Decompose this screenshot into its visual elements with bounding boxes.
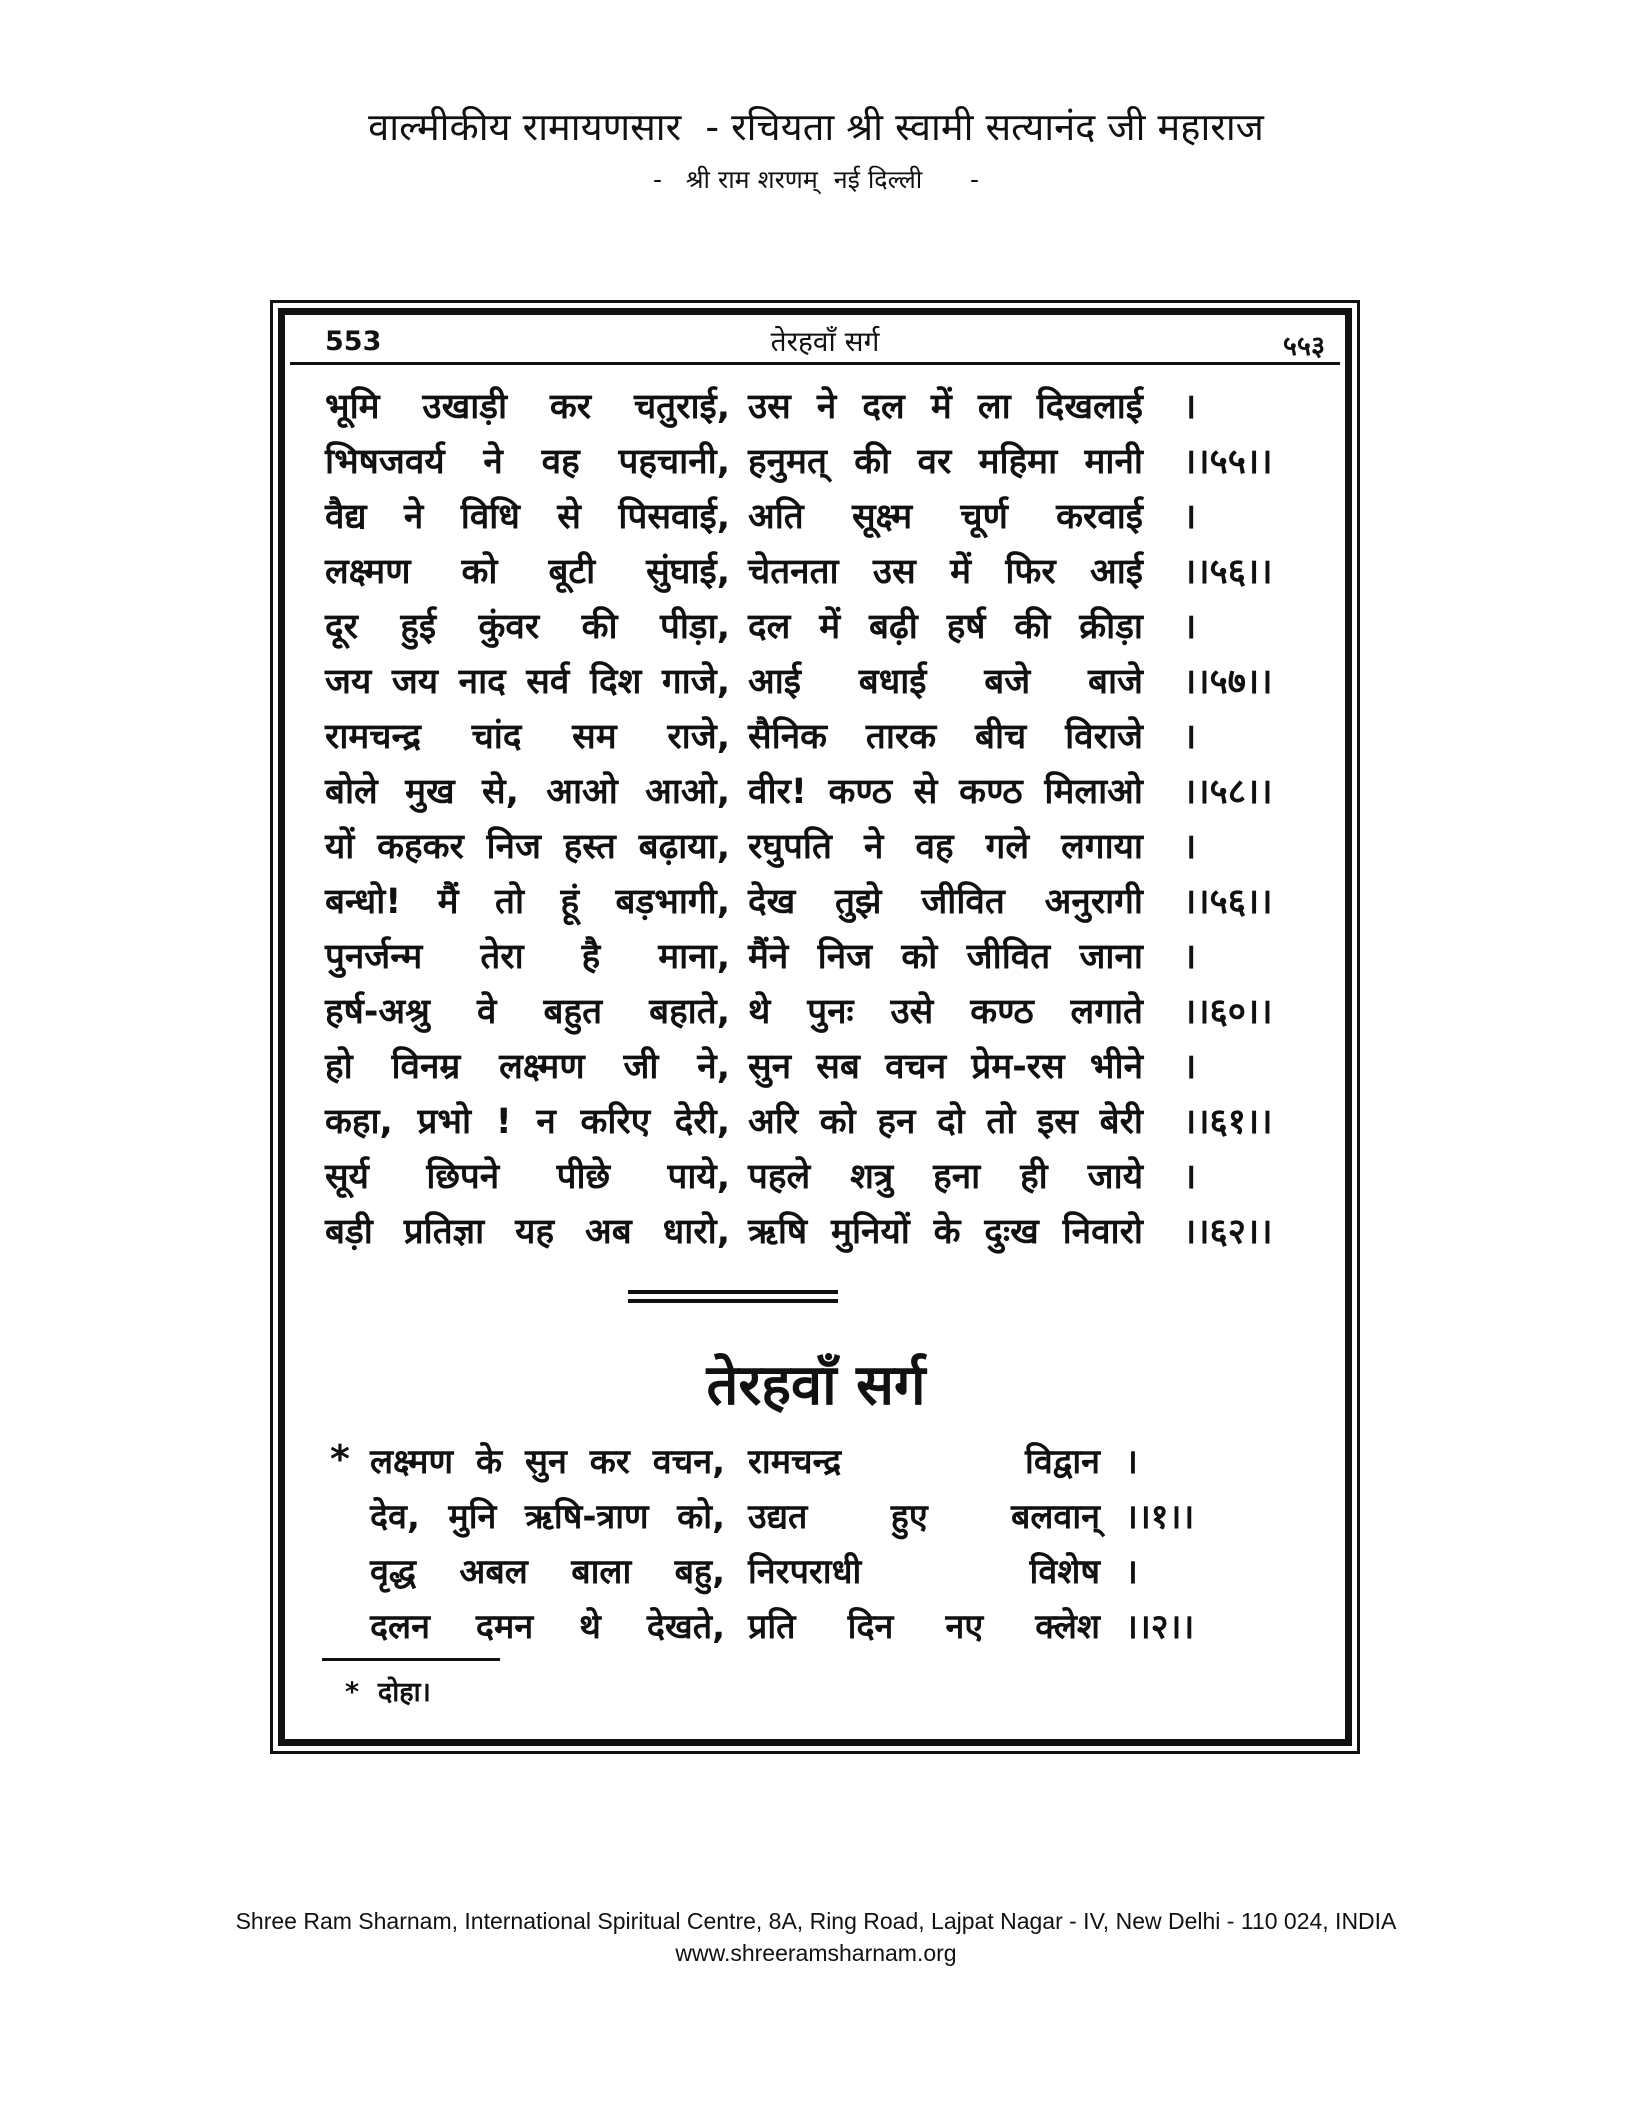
doha-second-half: रामचन्द्र विद्वान — [748, 1442, 1100, 1482]
verse-second-half: उस ने दल में ला दिखलाई — [748, 387, 1143, 427]
verse-end-mark: ।।६२।। — [1183, 1212, 1273, 1252]
doha-first-half: वृद्ध अबल बाला बहु, — [370, 1552, 725, 1592]
verse-first-half: भिषजवर्य ने वह पहचानी, — [325, 442, 730, 482]
verse-first-half: लक्ष्मण को बूटी सुंघाई, — [325, 552, 730, 592]
doha-second-half: उद्यत हुए बलवान् — [748, 1497, 1100, 1537]
verse-second-half: सुन सब वचन प्रेम-रस भीने — [748, 1047, 1143, 1087]
page-number-latin: 553 — [325, 326, 382, 357]
verse-end-mark: ।।५७।। — [1183, 662, 1273, 702]
doha-marker-asterisk: * — [330, 1437, 350, 1481]
verse-second-half: दल में बढ़ी हर्ष की क्रीड़ा — [748, 607, 1143, 647]
verse-second-half: वीर! कण्ठ से कण्ठ मिलाओ — [748, 772, 1143, 812]
verse-end-mark: । — [1183, 717, 1197, 757]
verse-first-half: पुनर्जन्म तेरा है माना, — [325, 937, 730, 977]
verse-first-half: यों कहकर निज हस्त बढ़ाया, — [325, 827, 730, 867]
verse-second-half: अति सूक्ष्म चूर्ण करवाई — [748, 497, 1143, 537]
doha-first-half: दलन दमन थे देखते, — [370, 1607, 725, 1647]
verse-first-half: हो विनम्र लक्ष्मण जी ने, — [325, 1047, 730, 1087]
verse-end-mark: । — [1183, 387, 1197, 427]
verse-end-mark: । — [1183, 937, 1197, 977]
doha-end-mark: । — [1125, 1552, 1138, 1592]
verse-second-half: रघुपति ने वह गले लगाया — [748, 827, 1143, 867]
verse-end-mark: । — [1183, 497, 1197, 537]
footer-website: www.shreeramsharnam.org — [675, 1940, 957, 1966]
verse-second-half: थे पुनः उसे कण्ठ लगाते — [748, 992, 1143, 1032]
doha-first-half: देव, मुनि ऋषि-त्राण को, — [370, 1497, 725, 1537]
verse-first-half: सूर्य छिपने पीछे पाये, — [325, 1157, 730, 1197]
verse-second-half: मैंने निज को जीवित जाना — [748, 937, 1143, 977]
verse-first-half: दूर हुई कुंवर की पीड़ा, — [325, 607, 730, 647]
verse-second-half: सैनिक तारक बीच विराजे — [748, 717, 1143, 757]
verse-second-half: देख तुझे जीवित अनुरागी — [748, 882, 1143, 922]
doha-end-mark: । — [1125, 1442, 1138, 1482]
verse-second-half: पहले शत्रु हना ही जाये — [748, 1157, 1143, 1197]
verse-end-mark: । — [1183, 1157, 1197, 1197]
verse-first-half: बड़ी प्रतिज्ञा यह अब धारो, — [325, 1212, 730, 1252]
verse-end-mark: ।।५५।। — [1183, 442, 1273, 482]
doha-second-half: निरपराधी विशेष — [748, 1552, 1100, 1592]
footnote: * दोहा। — [345, 1677, 431, 1708]
page-header — [325, 322, 1325, 362]
header-rule — [290, 362, 1340, 365]
verse-second-half: अरि को हन दो तो इस बेरी — [748, 1102, 1143, 1142]
verse-first-half: हर्ष-अश्रु वे बहुत बहाते, — [325, 992, 730, 1032]
document-subtitle: - श्री राम शरणम् नई दिल्ली - — [653, 165, 979, 194]
verse-end-mark: ।।६०।। — [1183, 992, 1273, 1032]
verse-end-mark: ।।६१।। — [1183, 1102, 1273, 1142]
verse-end-mark: । — [1183, 827, 1197, 867]
verse-first-half: रामचन्द्र चांद सम राजे, — [325, 717, 730, 757]
document-title: वाल्मीकीय रामायणसार - रचियता श्री स्वामी सत्यानंद जी महाराज — [368, 105, 1264, 149]
running-title: तेरहवाँ सर्ग — [770, 325, 880, 358]
verse-second-half: चेतनता उस में फिर आई — [748, 552, 1143, 592]
verse-second-half: आई बधाई बजे बाजे — [748, 662, 1143, 702]
doha-second-half: प्रति दिन नए क्लेश — [748, 1607, 1100, 1647]
footer-address: Shree Ram Sharnam, International Spiritual Centre, 8A, Ring Road, Lajpat Nagar - IV, New Delhi - 110 024, INDIA — [235, 1908, 1397, 1934]
verse-first-half: जय जय नाद सर्व दिश गाजे, — [325, 662, 730, 702]
verse-first-half: वैद्य ने विधि से पिसवाई, — [325, 497, 730, 537]
verse-first-half: कहा, प्रभो ! न करिए देरी, — [325, 1102, 730, 1142]
section-divider-bottom — [628, 1299, 838, 1303]
doha-end-mark: ।।२।। — [1125, 1607, 1195, 1647]
page-number-devanagari: ५५३ — [1282, 331, 1325, 362]
verse-end-mark: ।।५६।। — [1183, 552, 1273, 592]
verse-second-half: हनुमत् की वर महिमा मानी — [748, 442, 1143, 482]
verse-end-mark: । — [1183, 607, 1197, 647]
verse-first-half: बोले मुख से, आओ आओ, — [325, 772, 730, 812]
doha-end-mark: ।।१।। — [1125, 1497, 1195, 1537]
verse-first-half: भूमि उखाड़ी कर चतुराई, — [325, 387, 730, 427]
verse-first-half: बन्धो! मैं तो हूं बड़भागी, — [325, 882, 730, 922]
verse-end-mark: ।।५८।। — [1183, 772, 1273, 812]
verse-second-half: ऋषि मुनियों के दुःख निवारो — [748, 1212, 1143, 1252]
verse-end-mark: । — [1183, 1047, 1197, 1087]
section-divider-top — [628, 1290, 838, 1294]
verse-end-mark: ।।५६।। — [1183, 882, 1273, 922]
section-title: तेरहवाँ सर्ग — [706, 1353, 926, 1418]
doha-first-half: लक्ष्मण के सुन कर वचन, — [370, 1442, 725, 1482]
footnote-rule — [322, 1658, 500, 1661]
